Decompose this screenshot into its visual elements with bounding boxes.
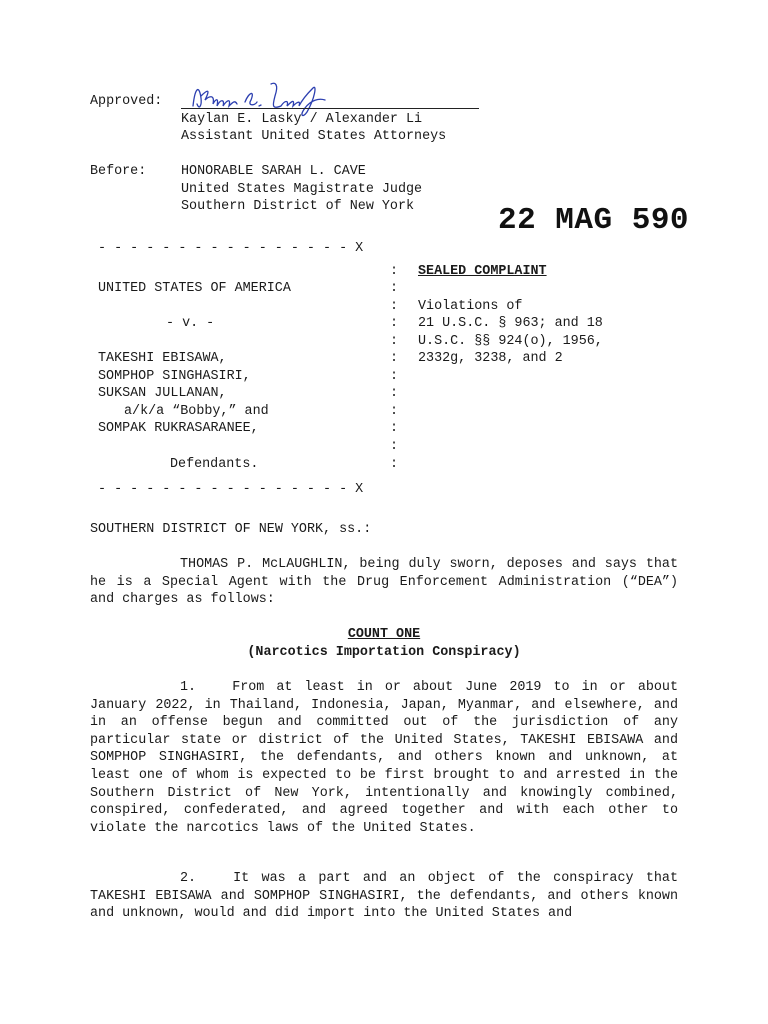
caption-colon: : bbox=[390, 457, 399, 472]
caption-colon: : bbox=[390, 421, 399, 436]
prosecutor-title: Assistant United States Attorneys bbox=[181, 129, 447, 144]
venue-line: SOUTHERN DISTRICT OF NEW YORK, ss.: bbox=[90, 522, 372, 537]
caption-colon: : bbox=[390, 386, 399, 401]
violations-line: 2332g, 3238, and 2 bbox=[418, 351, 563, 366]
caption-colon: : bbox=[390, 404, 399, 419]
count-subtitle: (Narcotics Importation Conspiracy) bbox=[247, 645, 521, 660]
caption-colon: : bbox=[390, 351, 399, 366]
caption-colon: : bbox=[390, 299, 399, 314]
caption-border-bottom: - - - - - - - - - - - - - - - - X bbox=[98, 482, 364, 497]
defendant-name: SOMPHOP SINGHASIRI, bbox=[98, 369, 251, 384]
intro-paragraph: THOMAS P. McLAUGHLIN, being duly sworn, deposes and says that he is a Special Agent with the Drug Enforcement Administration (“DEA”) and charges as follows: bbox=[90, 557, 678, 608]
count-title: COUNT ONE bbox=[347, 627, 421, 642]
case-number: 22 MAG 590 bbox=[498, 203, 690, 238]
defendant-name: SUKSAN JULLANAN, bbox=[98, 386, 227, 401]
defendant-name: TAKESHI EBISAWA, bbox=[98, 351, 227, 366]
signature-line bbox=[181, 108, 479, 109]
approved-label: Approved: bbox=[90, 94, 163, 109]
complaint-title: SEALED COMPLAINT bbox=[418, 264, 547, 279]
caption-colon: : bbox=[390, 281, 399, 296]
paragraph-number: 2. bbox=[180, 871, 197, 886]
judge-title: United States Magistrate Judge bbox=[181, 182, 423, 197]
paragraph-1 bbox=[90, 679, 678, 837]
paragraph-text: From at least in or about June 2019 to in or about January 2022, in Thailand, Indonesia, Japan, Myanmar, and elsewhere, and in an offense begun and committed out of the jurisdiction of any particular state or district of the United States, TAKESHI EBISAWA and SOMPHOP SINGHASIRI, the defendants, and others known and unknown, at least one of whom is expected to be first brought to and arrested in the Southern District of New York, intentionally and knowingly combined, conspired, confederated, and agreed together and with each other to violate the narcotics laws of the United States. bbox=[90, 680, 678, 836]
prosecutor-names: Kaylan E. Lasky / Alexander Li bbox=[181, 112, 423, 127]
caption-border-top: - - - - - - - - - - - - - - - - X bbox=[98, 241, 364, 256]
paragraph-2 bbox=[90, 870, 678, 923]
versus-label: - v. - bbox=[166, 316, 215, 331]
caption-colon: : bbox=[390, 264, 399, 279]
caption-colon: : bbox=[390, 369, 399, 384]
defendants-label: Defendants. bbox=[170, 457, 259, 472]
defendant-name: SOMPAK RUKRASARANEE, bbox=[98, 421, 259, 436]
violations-line: U.S.C. §§ 924(o), 1956, bbox=[418, 334, 603, 349]
before-label: Before: bbox=[90, 164, 147, 179]
violations-line: Violations of bbox=[418, 299, 523, 314]
violations-line: 21 U.S.C. § 963; and 18 bbox=[418, 316, 603, 331]
caption-colon: : bbox=[390, 334, 399, 349]
caption-colon: : bbox=[390, 316, 399, 331]
paragraph-text: It was a part and an object of the conspiracy that TAKESHI EBISAWA and SOMPHOP SINGHASIRI, the defendants, and others known and unknown, would and did import into the United States and bbox=[90, 871, 678, 922]
paragraph-number: 1. bbox=[180, 680, 197, 695]
caption-colon: : bbox=[390, 439, 399, 454]
judge-name: HONORABLE SARAH L. CAVE bbox=[181, 164, 366, 179]
plaintiff-name: UNITED STATES OF AMERICA bbox=[98, 281, 291, 296]
judge-district: Southern District of New York bbox=[181, 199, 415, 214]
defendant-alias: a/k/a “Bobby,” and bbox=[124, 404, 269, 419]
count-heading bbox=[90, 626, 678, 644]
